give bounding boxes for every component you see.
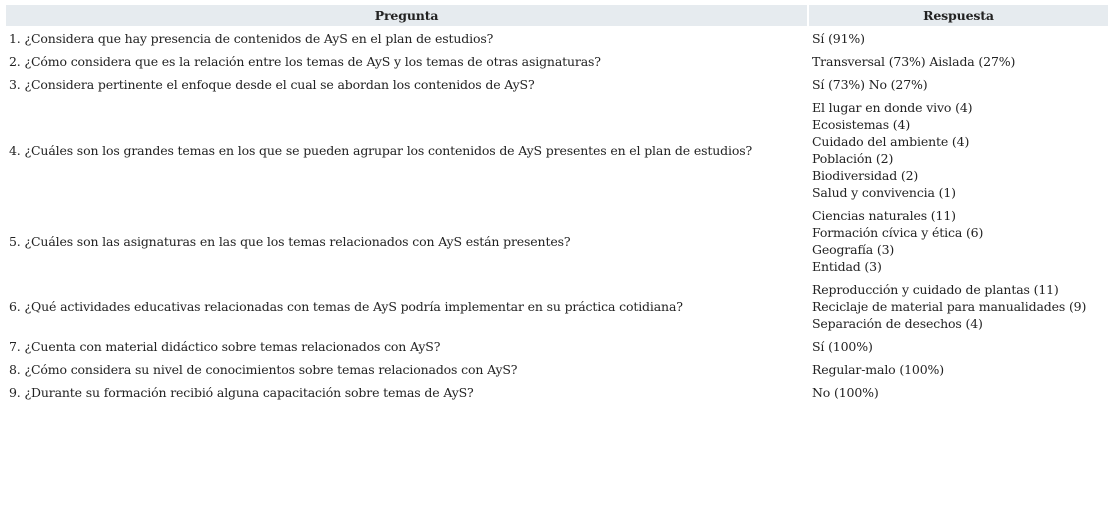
answer-cell	[809, 278, 1108, 335]
column-header-question: Pregunta	[6, 5, 807, 26]
answer-line: Población (2)	[812, 151, 894, 166]
table-row	[6, 73, 1108, 96]
answer-line: Reciclaje de material para manualidades (9)	[812, 299, 1087, 314]
answer-cell	[809, 381, 1108, 404]
table-row	[6, 50, 1108, 73]
question-cell: 6. ¿Qué actividades educativas relacionadas con temas de AyS podría implementar en su práctica cotidiana?	[9, 299, 683, 314]
question-cell: 2. ¿Cómo considera que es la relación entre los temas de AyS y los temas de otras asignaturas?	[9, 54, 601, 69]
question-cell: 4. ¿Cuáles son los grandes temas en los que se pueden agrupar los contenidos de AyS presentes en el plan de estudios?	[9, 142, 753, 158]
header-row	[6, 5, 1108, 26]
answer-line: Reproducción y cuidado de plantas (11)	[812, 282, 1059, 297]
answer-line: No (100%)	[812, 385, 879, 400]
answer-line: Ciencias naturales (11)	[812, 208, 956, 223]
table-row	[6, 358, 1108, 381]
answer-line: Salud y convivencia (1)	[812, 185, 956, 200]
answer-line: Regular-malo (100%)	[812, 362, 944, 377]
answer-cell	[809, 73, 1108, 96]
table-header	[6, 5, 1108, 26]
answer-line: Entidad (3)	[812, 259, 882, 274]
question-cell: 8. ¿Cómo considera su nivel de conocimientos sobre temas relacionados con AyS?	[9, 362, 518, 377]
table-row	[6, 335, 1108, 358]
answer-line: Geografía (3)	[812, 242, 895, 257]
table-row	[6, 204, 1108, 278]
column-header-answer: Respuesta	[809, 5, 1108, 26]
answer-cell	[809, 26, 1108, 50]
answer-line: Cuidado del ambiente (4)	[812, 134, 970, 149]
answer-line: Transversal (73%) Aislada (27%)	[812, 54, 1016, 69]
answer-cell	[809, 335, 1108, 358]
table-row	[6, 96, 1108, 204]
table-row	[6, 278, 1108, 335]
answer-line: Sí (100%)	[812, 339, 873, 354]
answer-line: Sí (91%)	[812, 31, 865, 46]
question-cell: 9. ¿Durante su formación recibió alguna capacitación sobre temas de AyS?	[9, 385, 474, 400]
answer-line: El lugar en donde vivo (4)	[812, 100, 973, 115]
answer-cell	[809, 204, 1108, 278]
question-cell: 1. ¿Considera que hay presencia de contenidos de AyS en el plan de estudios?	[9, 31, 494, 46]
table-body	[6, 26, 1108, 404]
question-cell: 5. ¿Cuáles son las asignaturas en las que los temas relacionados con AyS están presentes?	[9, 233, 571, 249]
answer-cell	[809, 96, 1108, 204]
survey-table	[4, 5, 1110, 404]
question-cell: 7. ¿Cuenta con material didáctico sobre temas relacionados con AyS?	[9, 339, 441, 354]
answer-cell	[809, 358, 1108, 381]
answer-line: Sí (73%) No (27%)	[812, 77, 928, 92]
table-row	[6, 381, 1108, 404]
answer-line: Biodiversidad (2)	[812, 168, 919, 183]
answer-cell	[809, 50, 1108, 73]
answer-line: Ecosistemas (4)	[812, 117, 911, 132]
table-row	[6, 26, 1108, 50]
answer-line: Separación de desechos (4)	[812, 316, 983, 331]
question-cell: 3. ¿Considera pertinente el enfoque desde el cual se abordan los contenidos de AyS?	[9, 77, 535, 92]
answer-line: Formación cívica y ética (6)	[812, 225, 984, 240]
